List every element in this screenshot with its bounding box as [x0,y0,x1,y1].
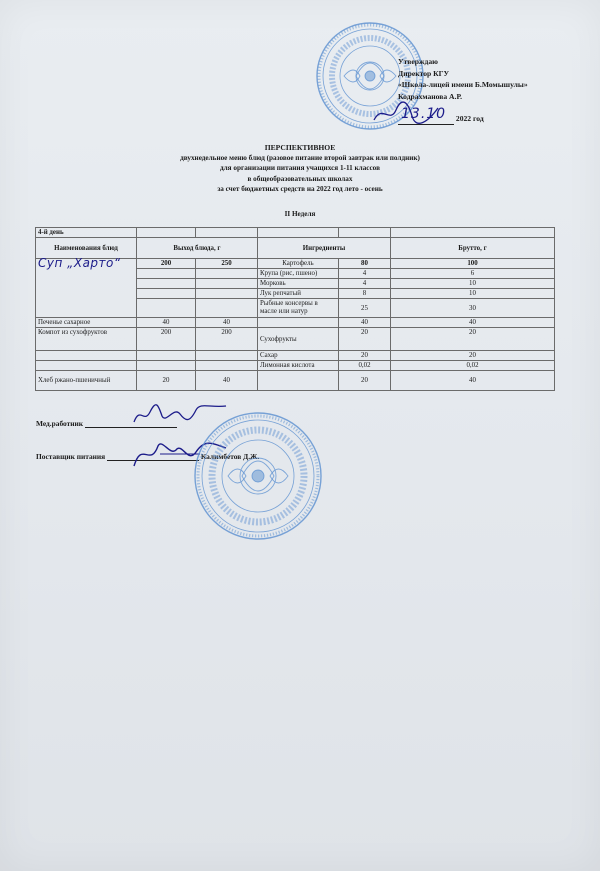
title-line: для организации питания учащихся 1-11 классов [220,164,380,173]
title-line: за счет бюджетных средств на 2022 год лето - осень [217,184,383,193]
title-line: двухнедельное меню блюд (разовое питание второй завтрак или полдник) [180,154,420,163]
supplier-name: Калимбетов Д.Ж. [200,452,260,461]
title-line: ПЕРСПЕКТИВНОЕ [264,143,336,152]
brutto-cell: 4 [339,269,391,279]
brutto-cell: 20 [391,328,555,351]
ingredient-cell: Крупа (рис, пшено) [258,269,339,279]
brutto-cell: 4 [339,279,391,289]
handwritten-dish: Суп „Харто“ [38,256,121,270]
brutto-cell: 10 [391,279,555,289]
brutto-cell: 40 [391,318,555,328]
handwritten-date: 13.10 [401,106,447,122]
header-ingredients: Ингредиенты [258,238,391,259]
dish-cell [36,256,137,318]
ingredient-cell: Лимонная кислота [258,361,339,371]
header-dish: Наименования блюд [36,238,137,259]
day-row [36,228,555,238]
yield-cell: 40 [137,318,196,328]
brutto-cell: 8 [339,289,391,299]
week-label: II Неделя [284,210,316,218]
day-label: 4-й день [36,228,137,238]
dish-cell: Печенье сахарное [36,318,137,328]
brutto-cell: 20 [391,351,555,361]
supplier-seal-stamp [192,410,324,542]
brutto-cell: 10 [391,289,555,299]
approval-block [398,56,528,123]
dish-cell: Хлеб ржано-пшеничный [36,371,137,391]
ingredient-cell [258,371,339,391]
approval-line: «Школа-лицей имени Б.Момышулы» [398,80,528,89]
brutto-cell: 0,02 [339,361,391,371]
ingredient-cell [258,318,339,328]
brutto-cell: 40 [391,371,555,391]
ingredient-cell: Лук репчатый [258,289,339,299]
table-row [36,351,555,361]
dish-cell: Компот из сухофруктов [36,328,137,351]
ingredient-cell: Рыбные консервы в масле или натур [258,299,339,318]
brutto-cell: 20 [339,328,391,351]
director-signature [372,98,442,128]
ingredient-cell: Сухофрукты [258,328,339,351]
approval-line: Директор КГУ [398,68,450,78]
table-row [36,328,555,351]
date-year: 2022 год [455,114,484,123]
table-row [36,361,555,371]
brutto-cell: 20 [339,351,391,361]
yield-cell: 250 [196,259,258,269]
brutto-cell: 100 [391,259,555,269]
ingredient-cell: Морковь [258,279,339,289]
yield-cell: 200 [137,259,196,269]
document-title [0,143,600,194]
brutto-cell: 20 [339,371,391,391]
table-row [36,371,555,391]
yield-cell: 20 [137,371,196,391]
brutto-cell: 25 [339,299,391,318]
menu-table [35,227,555,391]
table-row [36,259,555,269]
brutto-cell: 6 [391,269,555,279]
brutto-cell: 80 [339,259,391,269]
brutto-cell: 0,02 [391,361,555,371]
yield-cell: 40 [196,318,258,328]
table-row [36,318,555,328]
approval-line: Утверждаю [398,57,438,66]
header-yield: Выход блюда, г [137,238,258,259]
brutto-cell: 30 [391,299,555,318]
medic-label: Мед.работник [36,419,84,428]
yield-cell: 200 [196,328,258,351]
supplier-label: Поставщик питания [36,452,106,461]
ingredient-cell: Сахар [258,351,339,361]
yield-cell: 200 [137,328,196,351]
title-line: в общеобразовательных школах [247,174,353,183]
yield-cell: 40 [196,371,258,391]
approval-line: Кодрахманова А.Р. [398,91,463,101]
brutto-cell: 40 [339,318,391,328]
header-brutto: Брутто, г [391,238,555,259]
ingredient-cell: Картофель [258,259,339,269]
